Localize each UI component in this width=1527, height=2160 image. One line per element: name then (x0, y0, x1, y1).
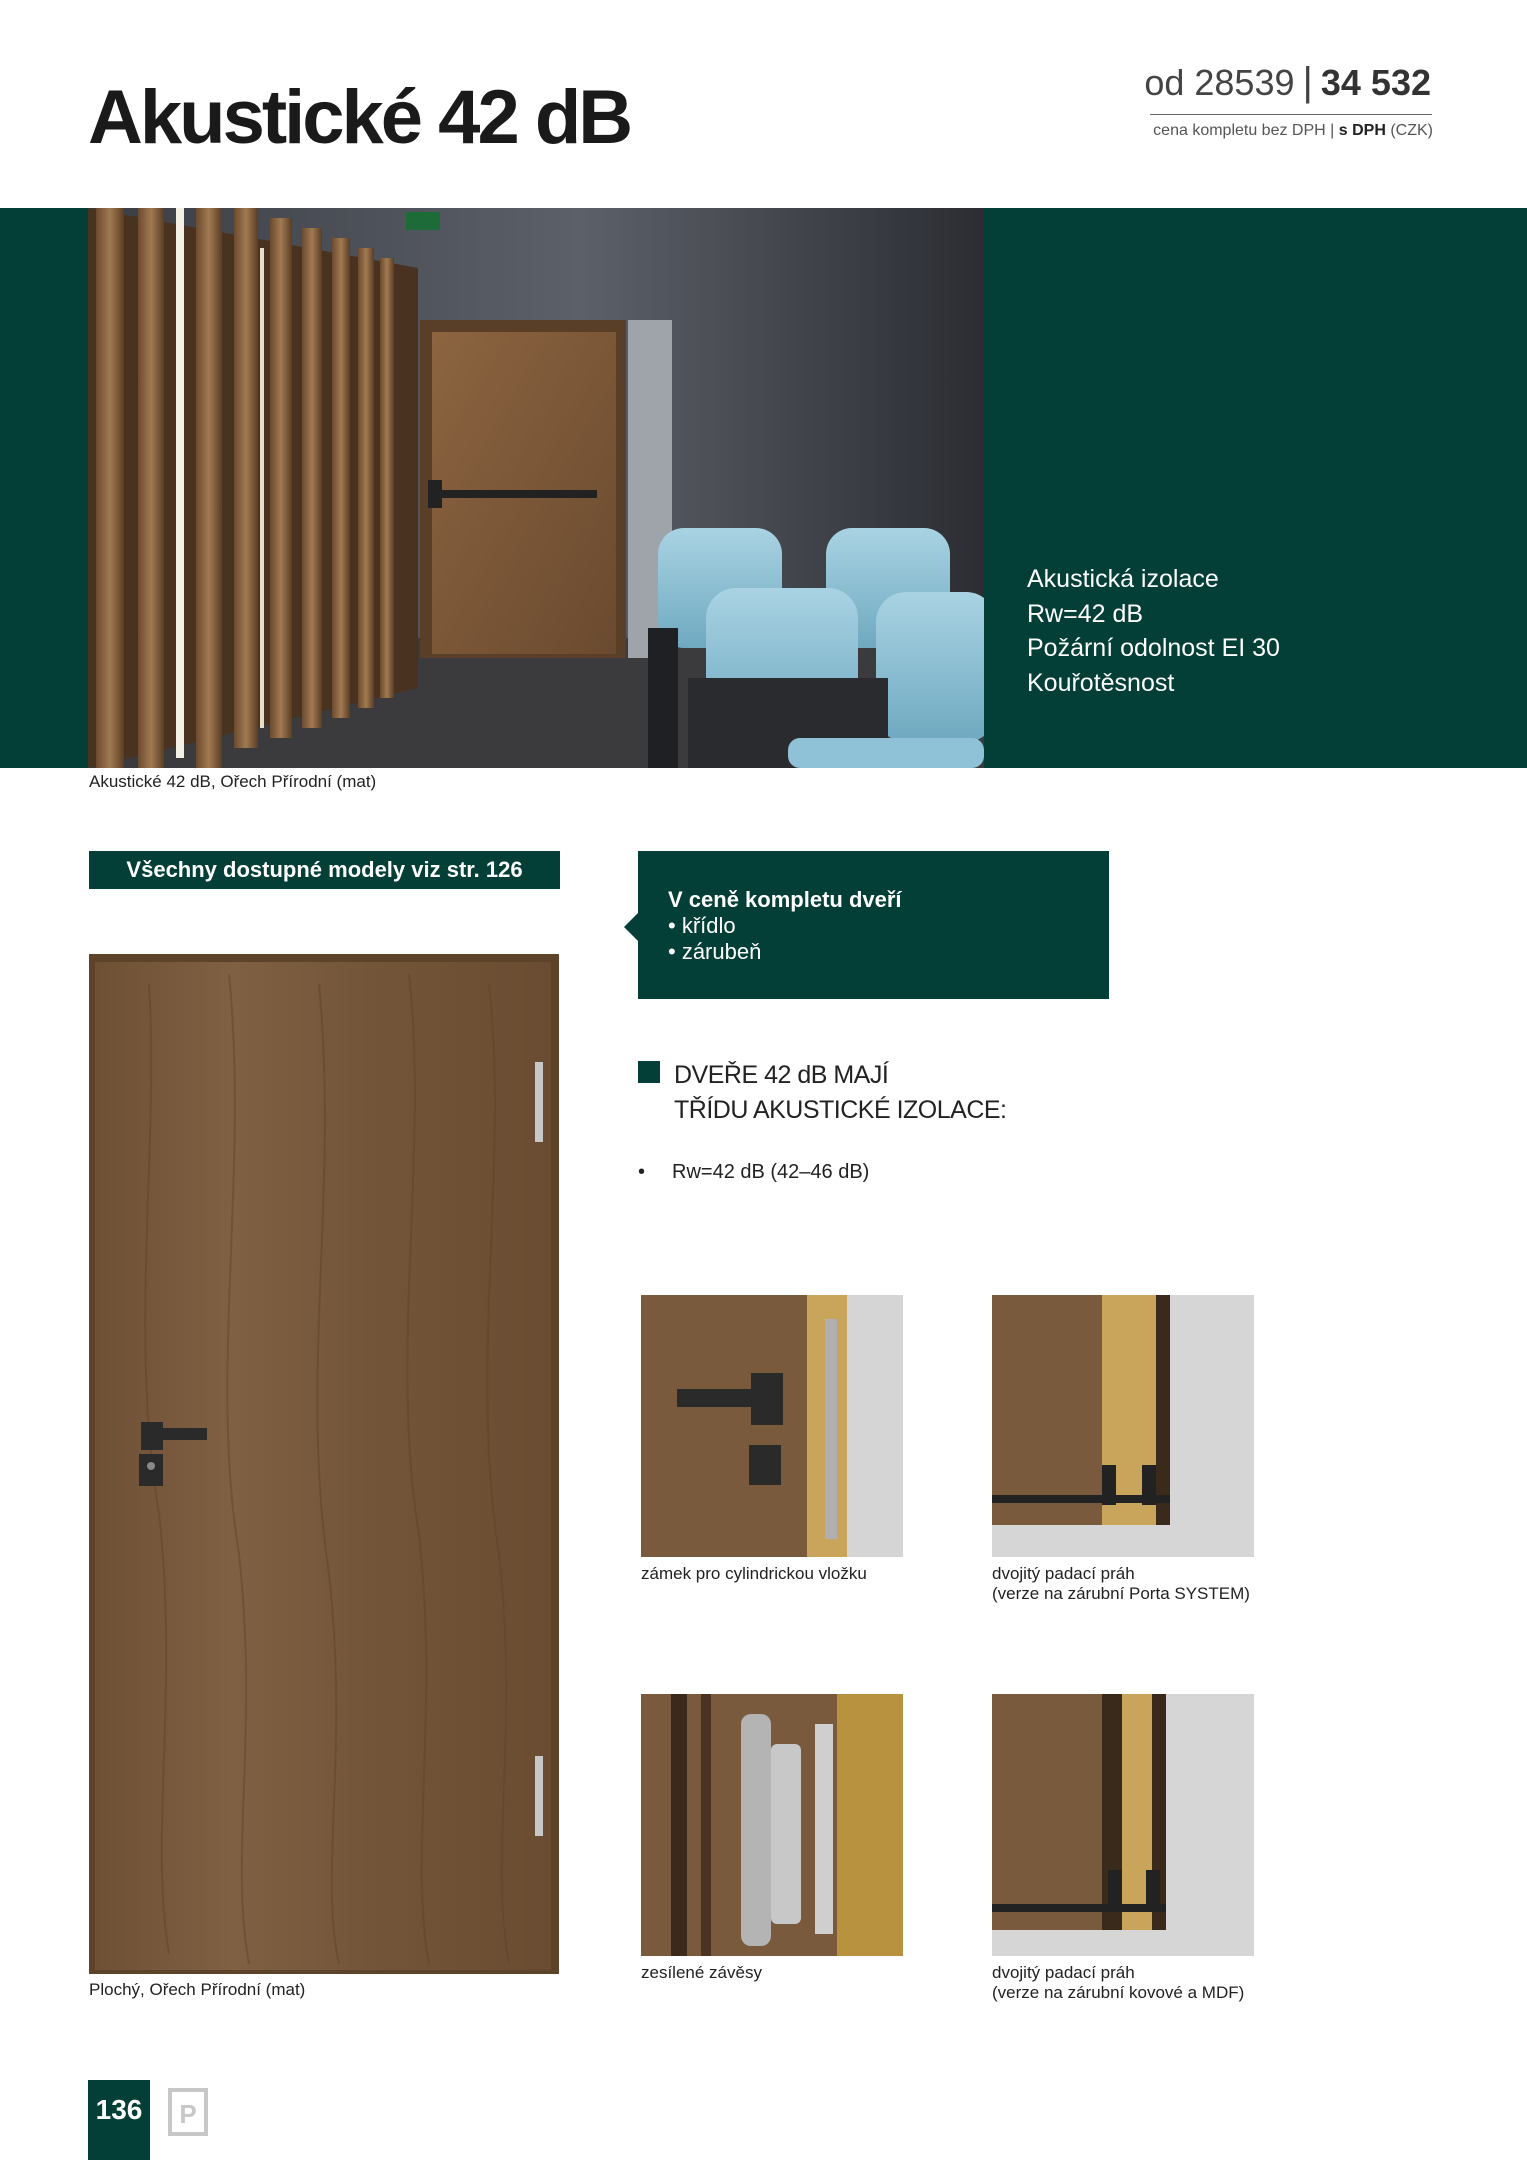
price-from: od 28539 (1144, 62, 1295, 103)
detail-threshold-mdf-line2: (verze na zárubní kovové a MDF) (992, 1983, 1245, 2002)
hero-features (1027, 562, 1280, 700)
page-number: 136 (88, 2080, 150, 2160)
price-line (1144, 62, 1431, 102)
price-note (1153, 122, 1433, 140)
detail-threshold-system-image (992, 1295, 1254, 1557)
page-title: Akustické 42 dB (88, 75, 631, 160)
kit-item-frame: • zárubeň (668, 939, 762, 964)
hero-photo (88, 208, 984, 768)
detail-threshold-mdf-caption (992, 1963, 1244, 2003)
spec-heading-line2: TŘÍDU AKUSTICKÉ IZOLACE: (674, 1096, 1007, 1124)
kit-contents-heading: V ceně kompletu dveří (668, 887, 902, 912)
feature-rw: Rw=42 dB (1027, 599, 1144, 628)
detail-lock-image (641, 1295, 903, 1557)
hero-caption: Akustické 42 dB, Ořech Přírodní (mat) (89, 772, 377, 791)
detail-threshold-system-line2: (verze na zárubní Porta SYSTEM) (992, 1584, 1250, 1603)
feature-fire: Požární odolnost EI 30 (1027, 634, 1280, 662)
feature-acoustic: Akustická izolace (1027, 565, 1219, 593)
detail-hinges-caption-line1: zesílené závěsy (641, 1963, 762, 1982)
price-note-suffix: (CZK) (1390, 122, 1433, 139)
price-divider (1150, 114, 1432, 115)
spec-bullet: • (638, 1161, 646, 1183)
door-product-image (89, 954, 559, 1974)
kit-item-leaf: • křídlo (668, 913, 736, 938)
price-with-vat: 34 532 (1320, 62, 1431, 103)
kit-contents-box (638, 851, 1109, 999)
spec-square-icon (638, 1061, 660, 1083)
price-separator: | (1302, 60, 1313, 104)
detail-lock-caption (641, 1564, 867, 1584)
box-pointer (624, 913, 638, 941)
models-link-bar: Všechny dostupné modely viz str. 126 (89, 851, 560, 889)
detail-lock-caption-line1: zámek pro cylindrickou vložku (641, 1564, 867, 1583)
spec-heading-line1: DVEŘE 42 dB MAJÍ (674, 1061, 889, 1089)
spec-value: Rw=42 dB (42–46 dB) (672, 1161, 870, 1183)
brand-logo-icon (168, 2088, 208, 2141)
detail-threshold-system-line1: dvojitý padací práh (992, 1564, 1135, 1583)
feature-smoke: Kouřotěsnost (1027, 668, 1175, 697)
price-note-prefix: cena kompletu bez DPH | (1153, 122, 1335, 139)
door-caption: Plochý, Ořech Přírodní (mat) (89, 1980, 306, 1999)
price-note-bold: s DPH (1338, 122, 1386, 139)
detail-threshold-mdf-line1: dvojitý padací práh (992, 1963, 1135, 1982)
detail-hinges-image (641, 1694, 903, 1956)
detail-threshold-mdf-image (992, 1694, 1254, 1956)
detail-threshold-system-caption (992, 1564, 1250, 1604)
spec-heading (674, 1058, 1007, 1128)
logo-letter: P (179, 2099, 197, 2129)
detail-hinges-caption (641, 1963, 762, 1983)
